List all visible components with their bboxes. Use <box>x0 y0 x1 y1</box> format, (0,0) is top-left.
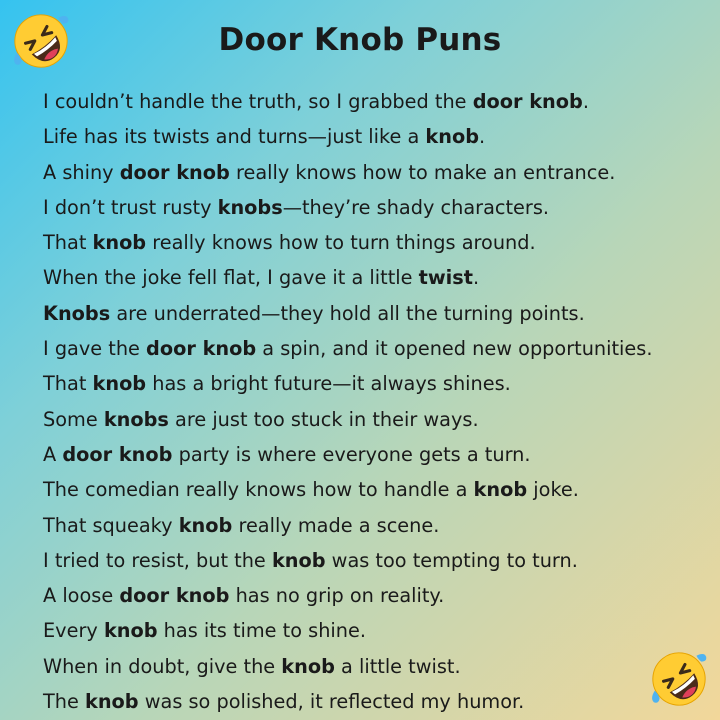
pun-line <box>43 472 713 507</box>
pun-line <box>43 684 713 719</box>
pun-line <box>43 331 713 366</box>
pun-text: That <box>43 372 93 396</box>
pun-keyword: door knob <box>146 337 257 361</box>
pun-text: has a bright future—it always shines. <box>146 372 511 396</box>
pun-text: a little twist. <box>334 654 461 678</box>
pun-keyword: knobs <box>103 407 169 431</box>
pun-text: has no grip on reality. <box>229 584 445 608</box>
pun-line <box>43 366 713 401</box>
pun-text: A <box>43 442 63 466</box>
pun-line <box>43 84 713 119</box>
pun-keyword: door knob <box>119 160 230 184</box>
pun-line <box>43 437 713 472</box>
pun-keyword: knob <box>85 690 139 714</box>
pun-text: When in doubt, give the <box>43 654 282 678</box>
pun-text: That squeaky <box>43 513 179 537</box>
rolling-on-floor-laughing-icon <box>648 648 710 710</box>
pun-list <box>43 84 713 719</box>
pun-text: The <box>43 690 85 714</box>
pun-keyword: knob <box>473 478 528 502</box>
pun-keyword: knob <box>425 125 480 149</box>
pun-line <box>43 649 713 684</box>
page-title: Door Knob Puns <box>218 22 502 58</box>
pun-line <box>43 260 713 295</box>
pun-text: A shiny <box>43 160 120 184</box>
pun-line <box>43 508 713 543</box>
pun-text: are underrated—they hold all the turning points. <box>110 301 585 325</box>
pun-keyword: knobs <box>217 195 283 219</box>
pun-text: I don’t trust rusty <box>43 195 218 219</box>
pun-text: joke. <box>527 478 579 502</box>
pun-text: —they’re shady characters. <box>282 195 550 219</box>
pun-line <box>43 225 713 260</box>
pun-text: Every <box>43 619 104 643</box>
pun-text: When the joke fell flat, I gave it a little <box>43 266 419 290</box>
pun-text: I couldn’t handle the truth, so I grabbed the <box>43 90 473 113</box>
pun-text: party is where everyone gets a turn. <box>172 442 531 466</box>
pun-keyword: Knobs <box>43 301 111 325</box>
pun-text: I tried to resist, but the <box>43 548 272 572</box>
pun-line <box>43 296 713 331</box>
pun-text: really knows how to make an entrance. <box>229 160 616 184</box>
pun-text: The comedian really knows how to handle a <box>43 478 474 502</box>
pun-text: Some <box>43 407 104 431</box>
pun-text: Life has its twists and turns—just like a <box>43 125 426 149</box>
pun-text: are just too stuck in their ways. <box>168 407 479 431</box>
pun-text: . <box>479 125 486 149</box>
pun-keyword: knob <box>271 548 326 572</box>
pun-line <box>43 402 713 437</box>
pun-text: That <box>43 231 93 255</box>
pun-line <box>43 119 713 154</box>
pun-text: I gave the <box>43 337 147 361</box>
pun-text: . <box>472 266 480 290</box>
pun-keyword: knob <box>103 619 158 643</box>
pun-line <box>43 613 713 648</box>
pun-text: A loose <box>43 584 120 608</box>
pun-text: really knows how to turn things around. <box>146 231 536 255</box>
pun-keyword: twist <box>418 266 473 290</box>
pun-text: a spin, and it opened new opportunities. <box>256 337 653 361</box>
pun-keyword: knob <box>178 513 233 537</box>
pun-text: really made a scene. <box>232 513 440 537</box>
pun-text: . <box>582 90 589 113</box>
pun-text: was so polished, it reflected my humor. <box>138 690 525 714</box>
pun-keyword: knob <box>92 231 147 255</box>
pun-keyword: door knob <box>472 90 583 113</box>
pun-keyword: door knob <box>119 584 230 608</box>
pun-keyword: knob <box>281 654 335 678</box>
pun-line <box>43 578 713 613</box>
pun-text: was too tempting to turn. <box>325 548 578 572</box>
pun-keyword: door knob <box>62 442 173 466</box>
pun-keyword: knob <box>92 372 147 396</box>
pun-line <box>43 155 713 190</box>
pun-line <box>43 190 713 225</box>
pun-text: has its time to shine. <box>157 619 366 643</box>
pun-line <box>43 543 713 578</box>
